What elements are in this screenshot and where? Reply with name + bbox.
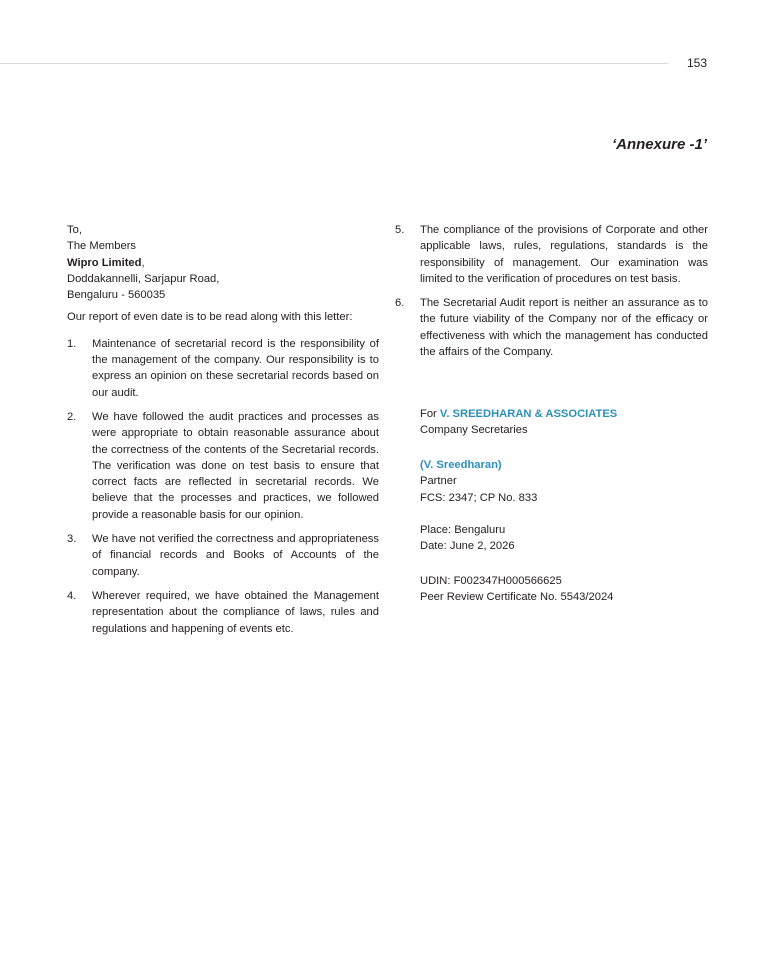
- designation: Partner: [420, 475, 457, 488]
- address-company-line: [67, 255, 379, 271]
- left-column: [67, 222, 379, 645]
- list-item-text: The Secretarial Audit report is neither an assurance as to the future viability of the Company nor of the efficacy or effectiveness with which the management has conducted the affairs of the Company.: [420, 297, 708, 359]
- date: Date: June 2, 2026: [420, 540, 515, 553]
- fcs-number: FCS: 2347; CP No. 833: [420, 491, 538, 504]
- for-prefix: For: [420, 408, 440, 420]
- list-item-number: 3.: [67, 533, 77, 546]
- list-item: [395, 295, 708, 360]
- list-item-number: 5.: [395, 224, 405, 236]
- intro-text: Our report of even date is to be read along with this letter:: [67, 311, 353, 324]
- place: Place: Bengaluru: [420, 524, 506, 536]
- address-line-1: Doddakannelli, Sarjapur Road,: [67, 272, 220, 285]
- list-item-number: 6.: [395, 297, 405, 310]
- list-item-text: Maintenance of secretarial record is the responsibility of the management of the company. Our responsibility is to express an opinion on these secretarial records based on our audit.: [92, 337, 379, 399]
- address-to: To,: [67, 224, 82, 236]
- list-item: [395, 222, 708, 287]
- list-item: [67, 531, 379, 580]
- address-block: [67, 222, 379, 303]
- firm-line: [420, 406, 710, 422]
- company-name: Wipro Limited: [67, 256, 142, 269]
- annexure-title: ‘Annexure -1’: [611, 136, 707, 153]
- address-line-2: Bengaluru - 560035: [67, 289, 166, 302]
- company-suffix: ,: [141, 256, 145, 269]
- list-item-text: We have followed the audit practices and processes as were appropriate to obtain reasonable assurance about the correctness of the contents of the Secretarial records. The verification was done on test basis to ensure that correct facts are reflected in secretarial records. We believe that the processes and practices, we followed provide a reasonable basis for our opinion.: [92, 410, 379, 521]
- page-number: 153: [686, 56, 707, 70]
- signature-firm-block: [420, 406, 710, 439]
- signatory-name: (V. Sreedharan): [420, 459, 502, 471]
- list-item-text: The compliance of the provisions of Corporate and other applicable laws, rules, regulations, standards is the responsibility of management. Our examination was limited to the verification of procedures on test basis.: [420, 224, 708, 285]
- list-item: [67, 588, 379, 637]
- peer-review-certificate: Peer Review Certificate No. 5543/2024: [420, 591, 614, 604]
- list-item-number: 1.: [67, 337, 77, 350]
- list-item-text: We have not verified the correctness and appropriateness of financial records and Books of Accounts of the company.: [92, 533, 379, 578]
- address-members: The Members: [67, 240, 137, 253]
- firm-type: Company Secretaries: [420, 424, 528, 437]
- list-item-number: 2.: [67, 410, 77, 423]
- signatory-block: [420, 457, 710, 506]
- place-date-block: [420, 522, 710, 555]
- list-item-text: Wherever required, we have obtained the Management representation about the compliance of laws, rules and regulations and happening of events etc.: [92, 589, 379, 635]
- list-item: [67, 336, 379, 401]
- udin-block: [420, 573, 710, 606]
- header-rule: [0, 63, 668, 64]
- udin: UDIN: F002347H000566625: [420, 575, 562, 587]
- right-column: [395, 222, 708, 368]
- firm-name: V. SREEDHARAN & ASSOCIATES: [439, 408, 618, 420]
- list-item-number: 4.: [67, 589, 77, 602]
- list-item: [67, 409, 379, 523]
